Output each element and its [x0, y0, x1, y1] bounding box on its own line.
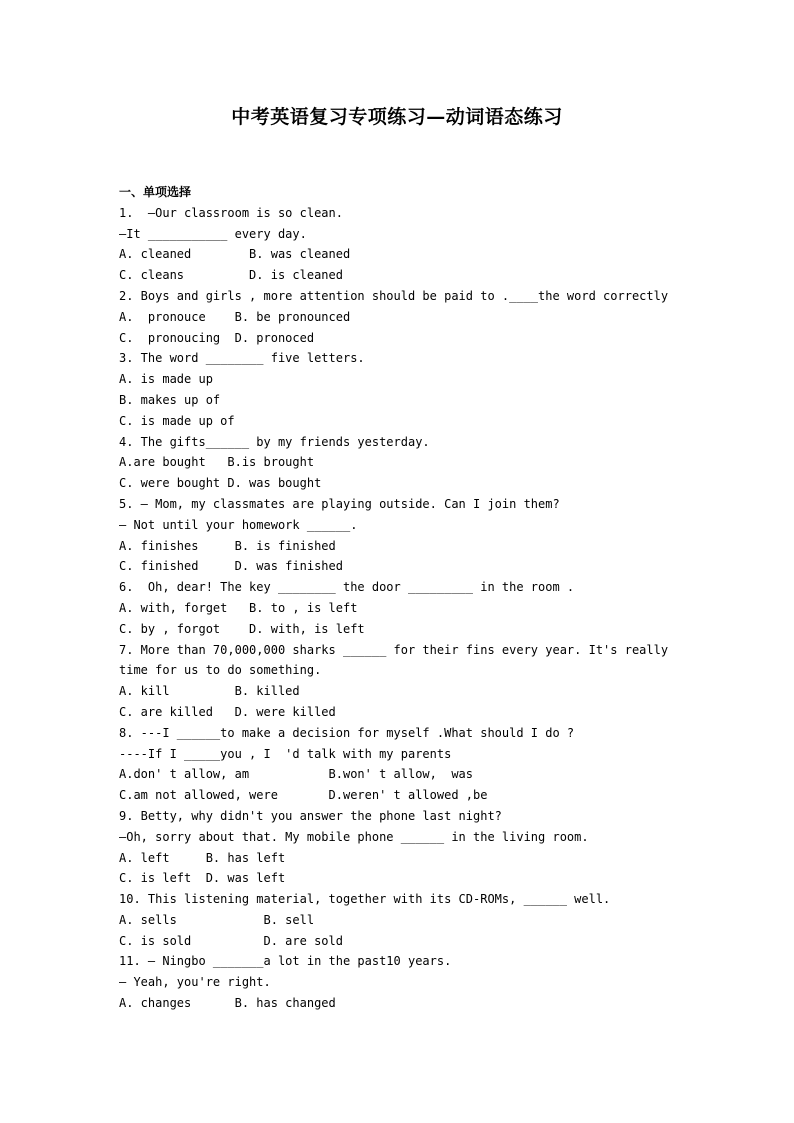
option-line: A. changes B. has changed	[119, 996, 336, 1011]
option-line: C. is left D. was left	[119, 871, 286, 886]
option-line: C. finished D. was finished	[119, 559, 343, 574]
option-line: A. with, forget B. to , is left	[119, 600, 358, 615]
option-line: C. is made up of	[119, 413, 235, 428]
answer-line: — Not until your homework ______.	[119, 517, 358, 532]
option-line: B. makes up of	[119, 392, 221, 407]
question-line: 8. ---I ______to make a decision for myself .What should I do ?	[119, 725, 575, 740]
option-line: C. cleans D. is cleaned	[119, 268, 343, 283]
question-line: 2. Boys and girls , more attention should be paid to .____the word correctly	[119, 288, 669, 303]
option-line: A.are bought B.is brought	[119, 455, 315, 470]
question-line: 6. Oh, dear! The key ________ the door _________ in the room .	[119, 580, 575, 595]
exercise-content	[119, 182, 689, 1014]
option-line: A. left B. has left	[119, 850, 286, 865]
option-line: C.am not allowed, were D.weren' t allowed ,be	[119, 788, 488, 803]
question-line: 7. More than 70,000,000 sharks ______ for their fins every year. It's really time for us to do something.	[119, 642, 669, 678]
option-line: A. is made up	[119, 372, 213, 387]
question-line: 11. — Ningbo _______a lot in the past10 years.	[119, 954, 452, 969]
option-line: A. cleaned B. was cleaned	[119, 247, 351, 262]
option-line: C. were bought D. was bought	[119, 476, 322, 491]
option-line: A. finishes B. is finished	[119, 538, 336, 553]
question-line: 10. This listening material, together with its CD-ROMs, ______ well.	[119, 892, 611, 907]
option-line: C. pronoucing D. pronoced	[119, 330, 315, 345]
question-line: 3. The word ________ five letters.	[119, 351, 365, 366]
answer-line: —Oh, sorry about that. My mobile phone ______ in the living room.	[119, 829, 589, 844]
question-line: 4. The gifts______ by my friends yesterday.	[119, 434, 430, 449]
answer-line: — Yeah, you're right.	[119, 975, 271, 990]
option-line: C. by , forgot D. with, is left	[119, 621, 365, 636]
answer-line: —It ___________ every day.	[119, 226, 307, 241]
option-line: C. is sold D. are sold	[119, 933, 343, 948]
question-line: 5. — Mom, my classmates are playing outside. Can I join them?	[119, 496, 560, 511]
option-line: A. sells B. sell	[119, 912, 315, 927]
option-line: A. kill B. killed	[119, 684, 300, 699]
option-line: A.don' t allow, am B.won' t allow, was	[119, 767, 474, 782]
page-title: 中考英语复习专项练习—动词语态练习	[231, 106, 563, 128]
question-line: 9. Betty, why didn't you answer the phone last night?	[119, 808, 502, 823]
section-heading: 一、单项选择	[119, 185, 192, 199]
answer-line: ----If I _____you , I 'd talk with my parents	[119, 746, 452, 761]
question-line: 1. —Our classroom is so clean.	[119, 205, 343, 220]
option-line: A. pronouce B. be pronounced	[119, 309, 351, 324]
option-line: C. are killed D. were killed	[119, 704, 336, 719]
